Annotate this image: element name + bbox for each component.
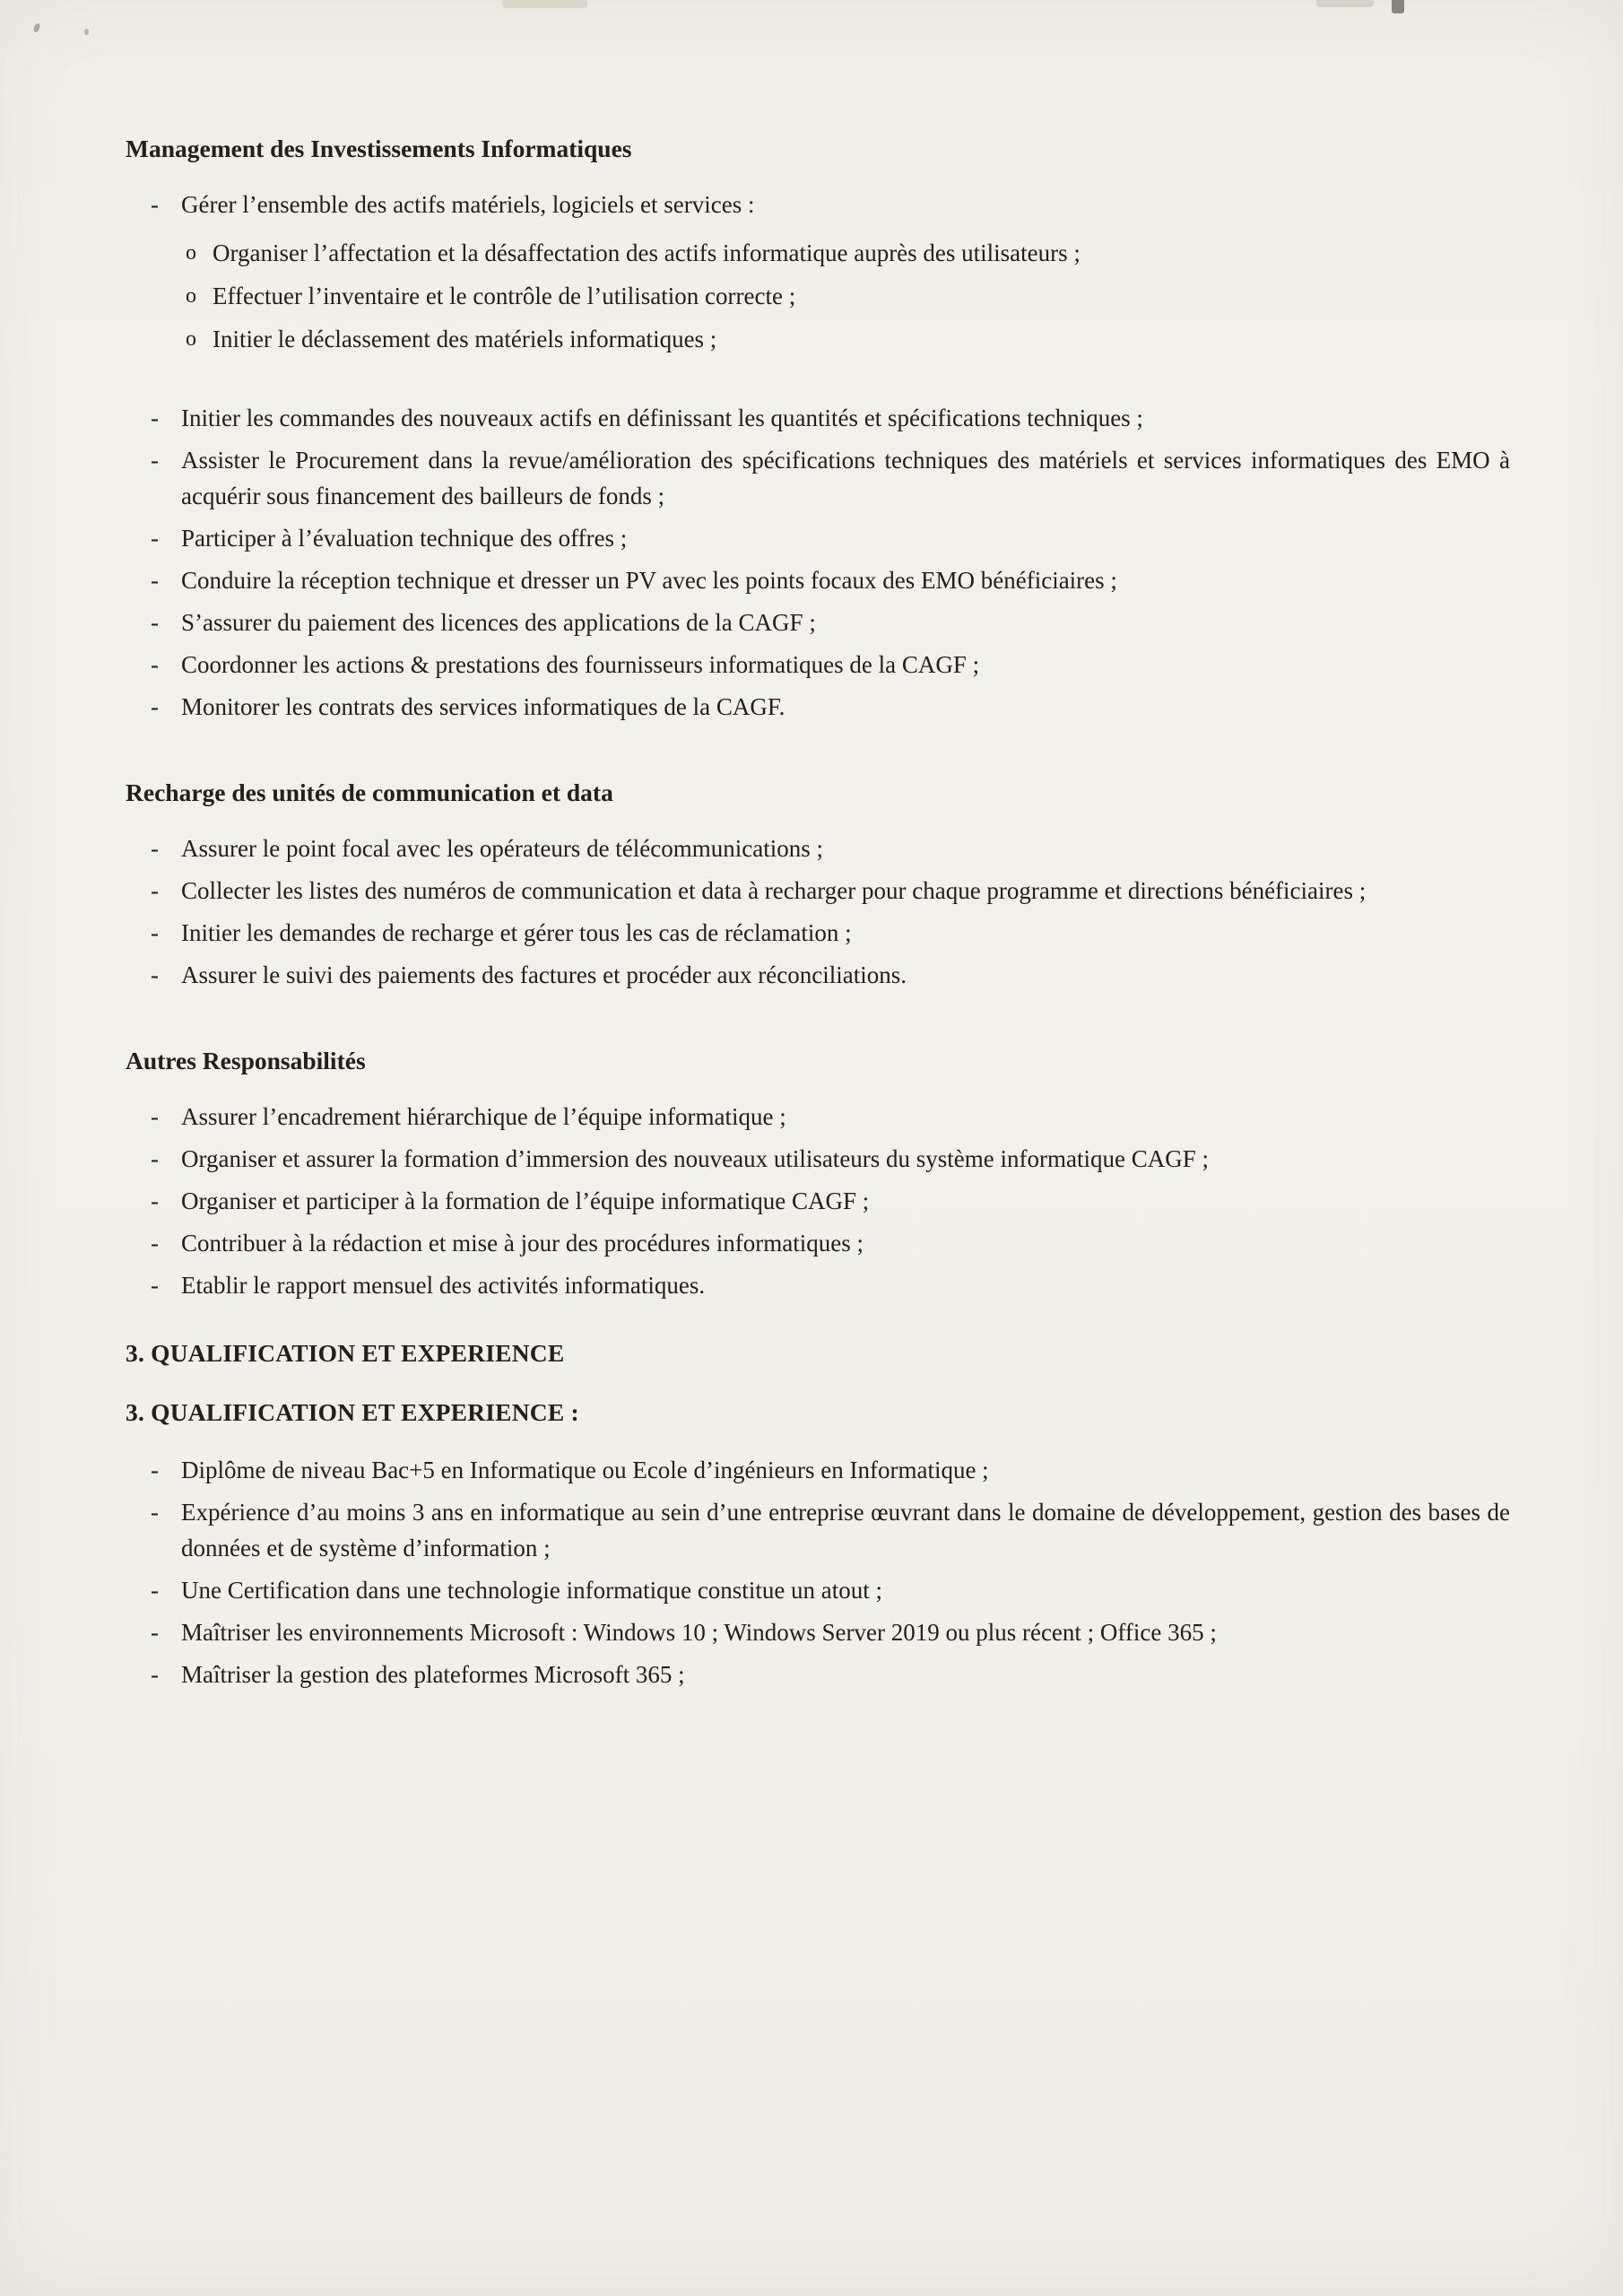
scan-artifact (502, 0, 587, 8)
dash-bullet: - (151, 609, 159, 636)
sub-list (186, 235, 1510, 357)
list-item (126, 1494, 1510, 1566)
dash-bullet: - (151, 525, 159, 552)
list-item-text: Assurer le point focal avec les opérateurs de télécommunications ; (181, 835, 823, 862)
list-item (126, 1225, 1510, 1261)
section-recharge (126, 775, 1510, 993)
document-content (126, 131, 1510, 1699)
list-item-text: Participer à l’évaluation technique des offres ; (181, 525, 628, 552)
list-item (126, 1452, 1510, 1488)
qualification-heading: 3. QUALIFICATION ET EXPERIENCE : (126, 1398, 579, 1426)
circle-bullet: o (186, 327, 196, 351)
list-item (126, 1267, 1510, 1303)
list-item (126, 520, 1510, 556)
list-item (126, 957, 1510, 993)
dash-bullet: - (151, 835, 159, 862)
list-item (126, 562, 1510, 598)
list-item-text: S’assurer du paiement des licences des applications de la CAGF ; (181, 609, 816, 636)
list-item (126, 1572, 1510, 1608)
list-item (126, 647, 1510, 683)
list-item-text: Organiser et assurer la formation d’immersion des nouveaux utilisateurs du système informatique CAGF ; (181, 1145, 1210, 1172)
section-heading: Recharge des unités de communication et data (126, 778, 613, 806)
dash-bullet: - (151, 1619, 159, 1646)
list-item (126, 1657, 1510, 1692)
list-item-text: Organiser et participer à la formation de l’équipe informatique CAGF ; (181, 1187, 870, 1214)
scan-speck (33, 22, 41, 32)
list-item-text: Maîtriser la gestion des plateformes Microsoft 365 ; (181, 1661, 685, 1688)
dash-bullet: - (151, 1145, 159, 1172)
dash-bullet: - (151, 404, 159, 431)
dash-bullet: - (151, 1499, 159, 1526)
list-item (126, 915, 1510, 951)
dash-bullet: - (151, 693, 159, 720)
list-item-text: Contribuer à la rédaction et mise à jour des procédures informatiques ; (181, 1230, 864, 1257)
section-heading: Management des Investissements Informatiques (126, 135, 632, 162)
list-item-text: Assurer l’encadrement hiérarchique de l’équipe informatique ; (181, 1103, 786, 1130)
section-management (126, 131, 1510, 725)
list-item (126, 604, 1510, 640)
list-item-text: Coordonner les actions & prestations des fournisseurs informatiques de la CAGF ; (181, 651, 980, 678)
qualification-list (126, 1452, 1510, 1692)
dash-bullet: - (151, 1661, 159, 1688)
list-item-text: Assister le Procurement dans la revue/amélioration des spécifications techniques des matériels et services informatiques des EMO à acquérir sous financement des bailleurs de fonds ; (181, 447, 1510, 509)
dash-bullet: - (151, 877, 159, 904)
dash-bullet: - (151, 961, 159, 988)
dash-bullet: - (151, 1457, 159, 1483)
circle-bullet: o (186, 241, 196, 265)
dash-bullet: - (151, 1103, 159, 1130)
list-item-text: Organiser l’affectation et la désaffectation des actifs informatique auprès des utilisateurs ; (213, 239, 1081, 266)
scan-artifact (1392, 0, 1404, 13)
scan-edge-artifact (0, 0, 1623, 10)
dash-bullet: - (151, 567, 159, 594)
list-item-text: Initier le déclassement des matériels informatiques ; (213, 326, 717, 352)
dash-bullet: - (151, 919, 159, 946)
dash-bullet: - (151, 1230, 159, 1257)
list-item (126, 442, 1510, 514)
section-autres (126, 1043, 1510, 1303)
dash-bullet: - (151, 1187, 159, 1214)
list-item (126, 1099, 1510, 1135)
sub-list-item (186, 235, 1510, 271)
list-item-text: Assurer le suivi des paiements des factures et procéder aux réconciliations. (181, 961, 907, 988)
list-item-text: Etablir le rapport mensuel des activités informatiques. (181, 1272, 706, 1299)
list-item (126, 1614, 1510, 1650)
list-item (126, 873, 1510, 909)
list-item-text: Effectuer l’inventaire et le contrôle de l’utilisation correcte ; (213, 283, 796, 309)
list-item (126, 1141, 1510, 1177)
dash-bullet: - (151, 1272, 159, 1299)
scan-speck (84, 29, 89, 35)
section-heading: Autres Responsabilités (126, 1047, 366, 1074)
list-item-text: Expérience d’au moins 3 ans en informatique au sein d’une entreprise œuvrant dans le domaine de développement, gestion des bases de données et de système d’information ; (181, 1499, 1510, 1561)
qualification-title: 3. QUALIFICATION ET EXPERIENCE (126, 1339, 565, 1367)
dash-bullet: - (151, 651, 159, 678)
list-item-text: Diplôme de niveau Bac+5 en Informatique ou Ecole d’ingénieurs en Informatique ; (181, 1457, 989, 1483)
list-item-text: Gérer l’ensemble des actifs matériels, logiciels et services : (181, 191, 755, 218)
list-item (126, 400, 1510, 436)
list-item-text: Maîtriser les environnements Microsoft : Windows 10 ; Windows Server 2019 ou plus récent ; Office 365 ; (181, 1619, 1217, 1646)
list-item-text: Initier les commandes des nouveaux actifs en définissant les quantités et spécifications techniques ; (181, 404, 1143, 431)
dash-bullet: - (151, 191, 159, 218)
list-item (126, 1183, 1510, 1219)
scan-artifact (1316, 0, 1374, 7)
list-item-text: Collecter les listes des numéros de communication et data à recharger pour chaque programme et directions bénéficiaires ; (181, 877, 1367, 904)
list-item (126, 831, 1510, 866)
list-item (126, 187, 1510, 222)
circle-bullet: o (186, 284, 196, 308)
dash-bullet: - (151, 1577, 159, 1604)
sub-list-item (186, 321, 1510, 357)
dash-bullet: - (151, 447, 159, 474)
list-item-text: Une Certification dans une technologie informatique constitue un atout ; (181, 1577, 883, 1604)
list-item-text: Monitorer les contrats des services informatiques de la CAGF. (181, 693, 785, 720)
sub-list-item (186, 278, 1510, 314)
list-item-text: Conduire la réception technique et dresser un PV avec les points focaux des EMO bénéficiaires ; (181, 567, 1117, 594)
list-item (126, 689, 1510, 725)
list-item-text: Initier les demandes de recharge et gérer tous les cas de réclamation ; (181, 919, 852, 946)
